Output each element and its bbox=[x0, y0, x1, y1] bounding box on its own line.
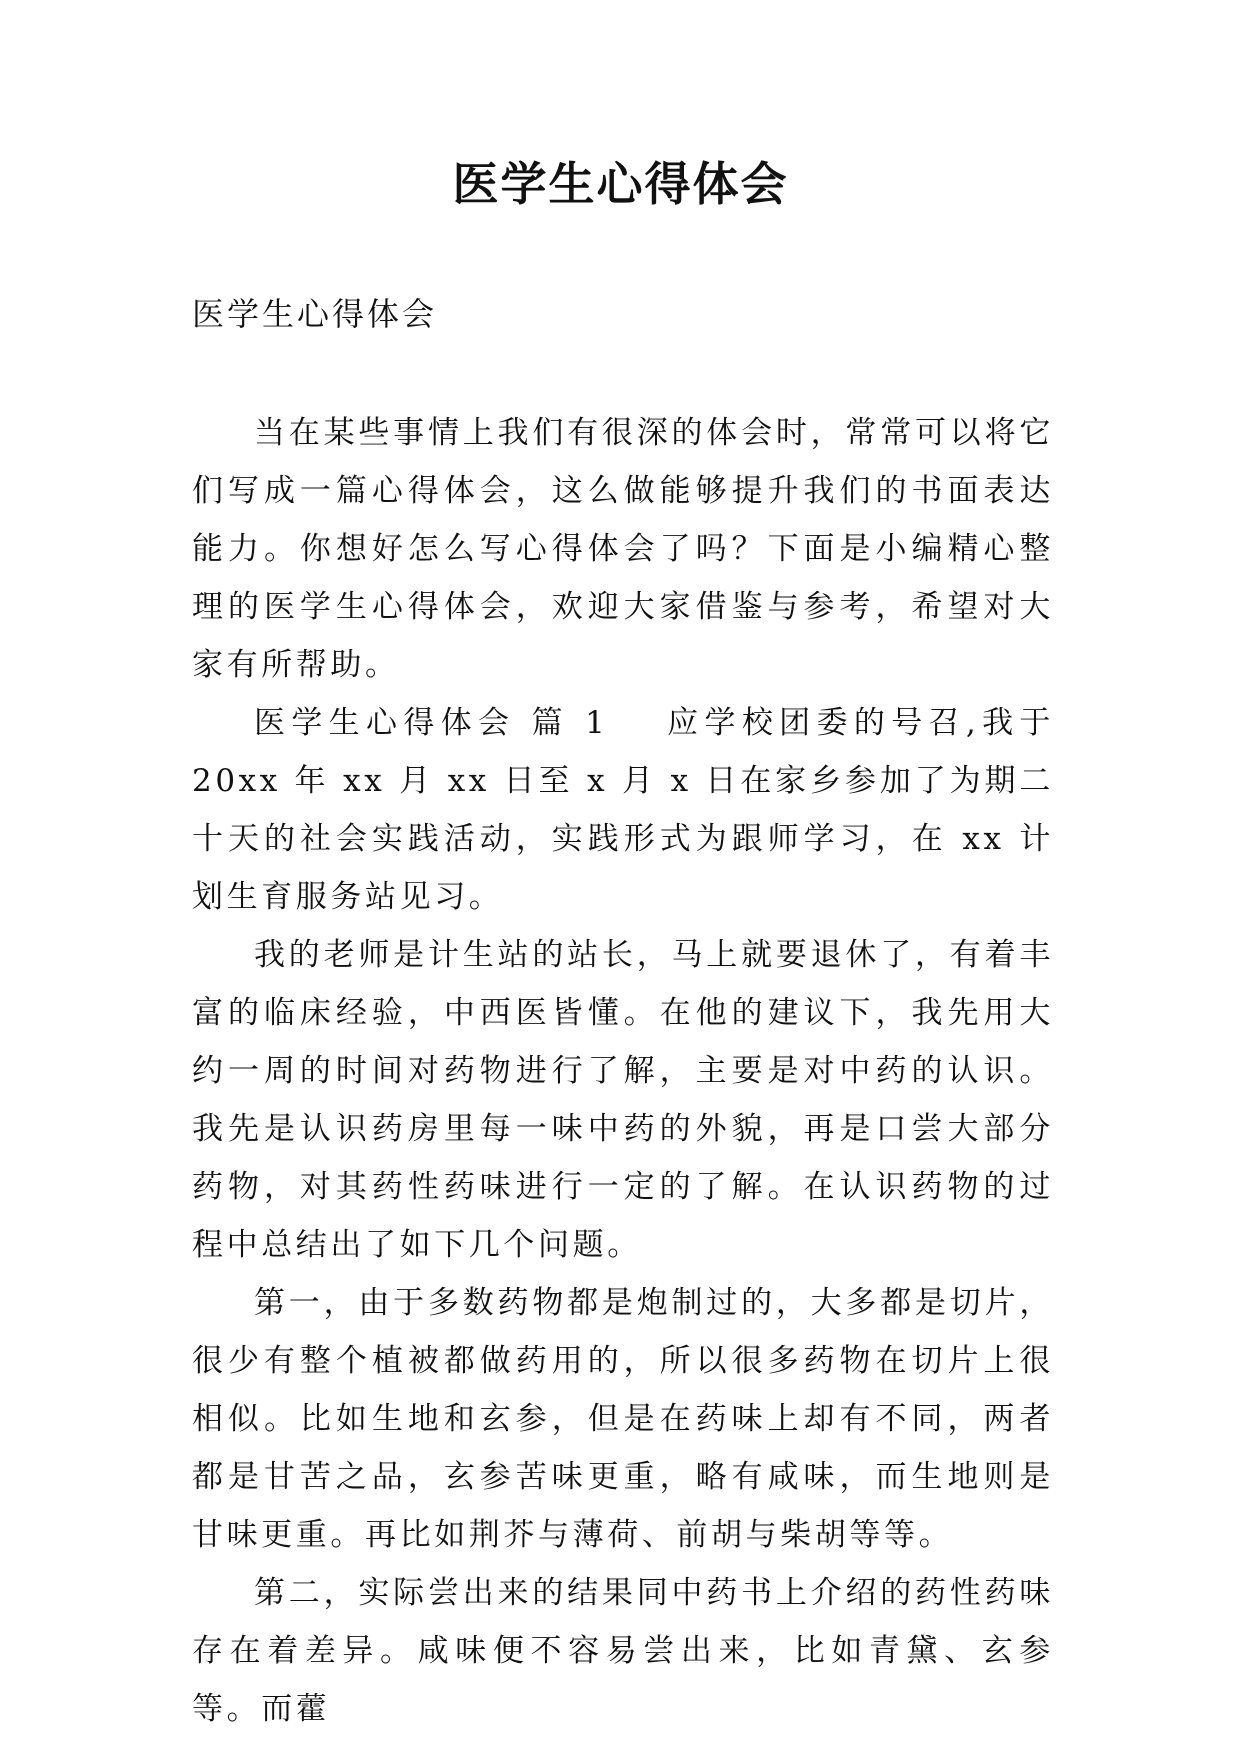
body-paragraph-teacher: 我的老师是计生站的站长，马上就要退休了，有着丰富的临床经验，中西医皆懂。在他的建议下，我先用大约一周的时间对药物进行了解，主要是对中药的认识。我先是认识药房里每一味中药的外貌，再是口尝大部分药物，对其药性药味进行一定的了解。在认识药物的过程中总结出了如下几个问题。 bbox=[192, 937, 1054, 1263]
document-subtitle: 医学生心得体会 bbox=[192, 295, 438, 333]
section-1-paragraph bbox=[192, 694, 1054, 926]
body-paragraph-second-point: 第二，实际尝出来的结果同中药书上介绍的药性药味存在着差异。咸味便不容易尝出来，比如青黛、玄参等。而藿 bbox=[192, 1575, 1054, 1727]
intro-paragraph: 当在某些事情上我们有很深的体会时，常常可以将它们写成一篇心得体会，这么做能够提升我们的书面表达能力。你想好怎么写心得体会了吗？下面是小编精心整理的医学生心得体会，欢迎大家借鉴与参考，希望对大家有所帮助。 bbox=[192, 415, 1054, 683]
document-body bbox=[192, 404, 1054, 1738]
section-1-text: 应学校团委的号召,我于 20xx 年 xx 月 xx 日至 x 月 x 日在家乡参加了为期二十天的社会实践活动，实践形式为跟师学习，在 xx 计划生育服务站见习。 bbox=[192, 705, 1055, 915]
document-title: 医学生心得体会 bbox=[452, 157, 789, 211]
section-1-heading: 医学生心得体会 篇 1 bbox=[254, 705, 609, 741]
body-paragraph-first-point: 第一，由于多数药物都是炮制过的，大多都是切片，很少有整个植被都做药用的，所以很多药物在切片上很相似。比如生地和玄参，但是在药味上却有不同，两者都是甘苦之品，玄参苦味更重，略有咸味，而生地则是甘味更重。再比如荆芥与薄荷、前胡与柴胡等等。 bbox=[192, 1285, 1054, 1553]
